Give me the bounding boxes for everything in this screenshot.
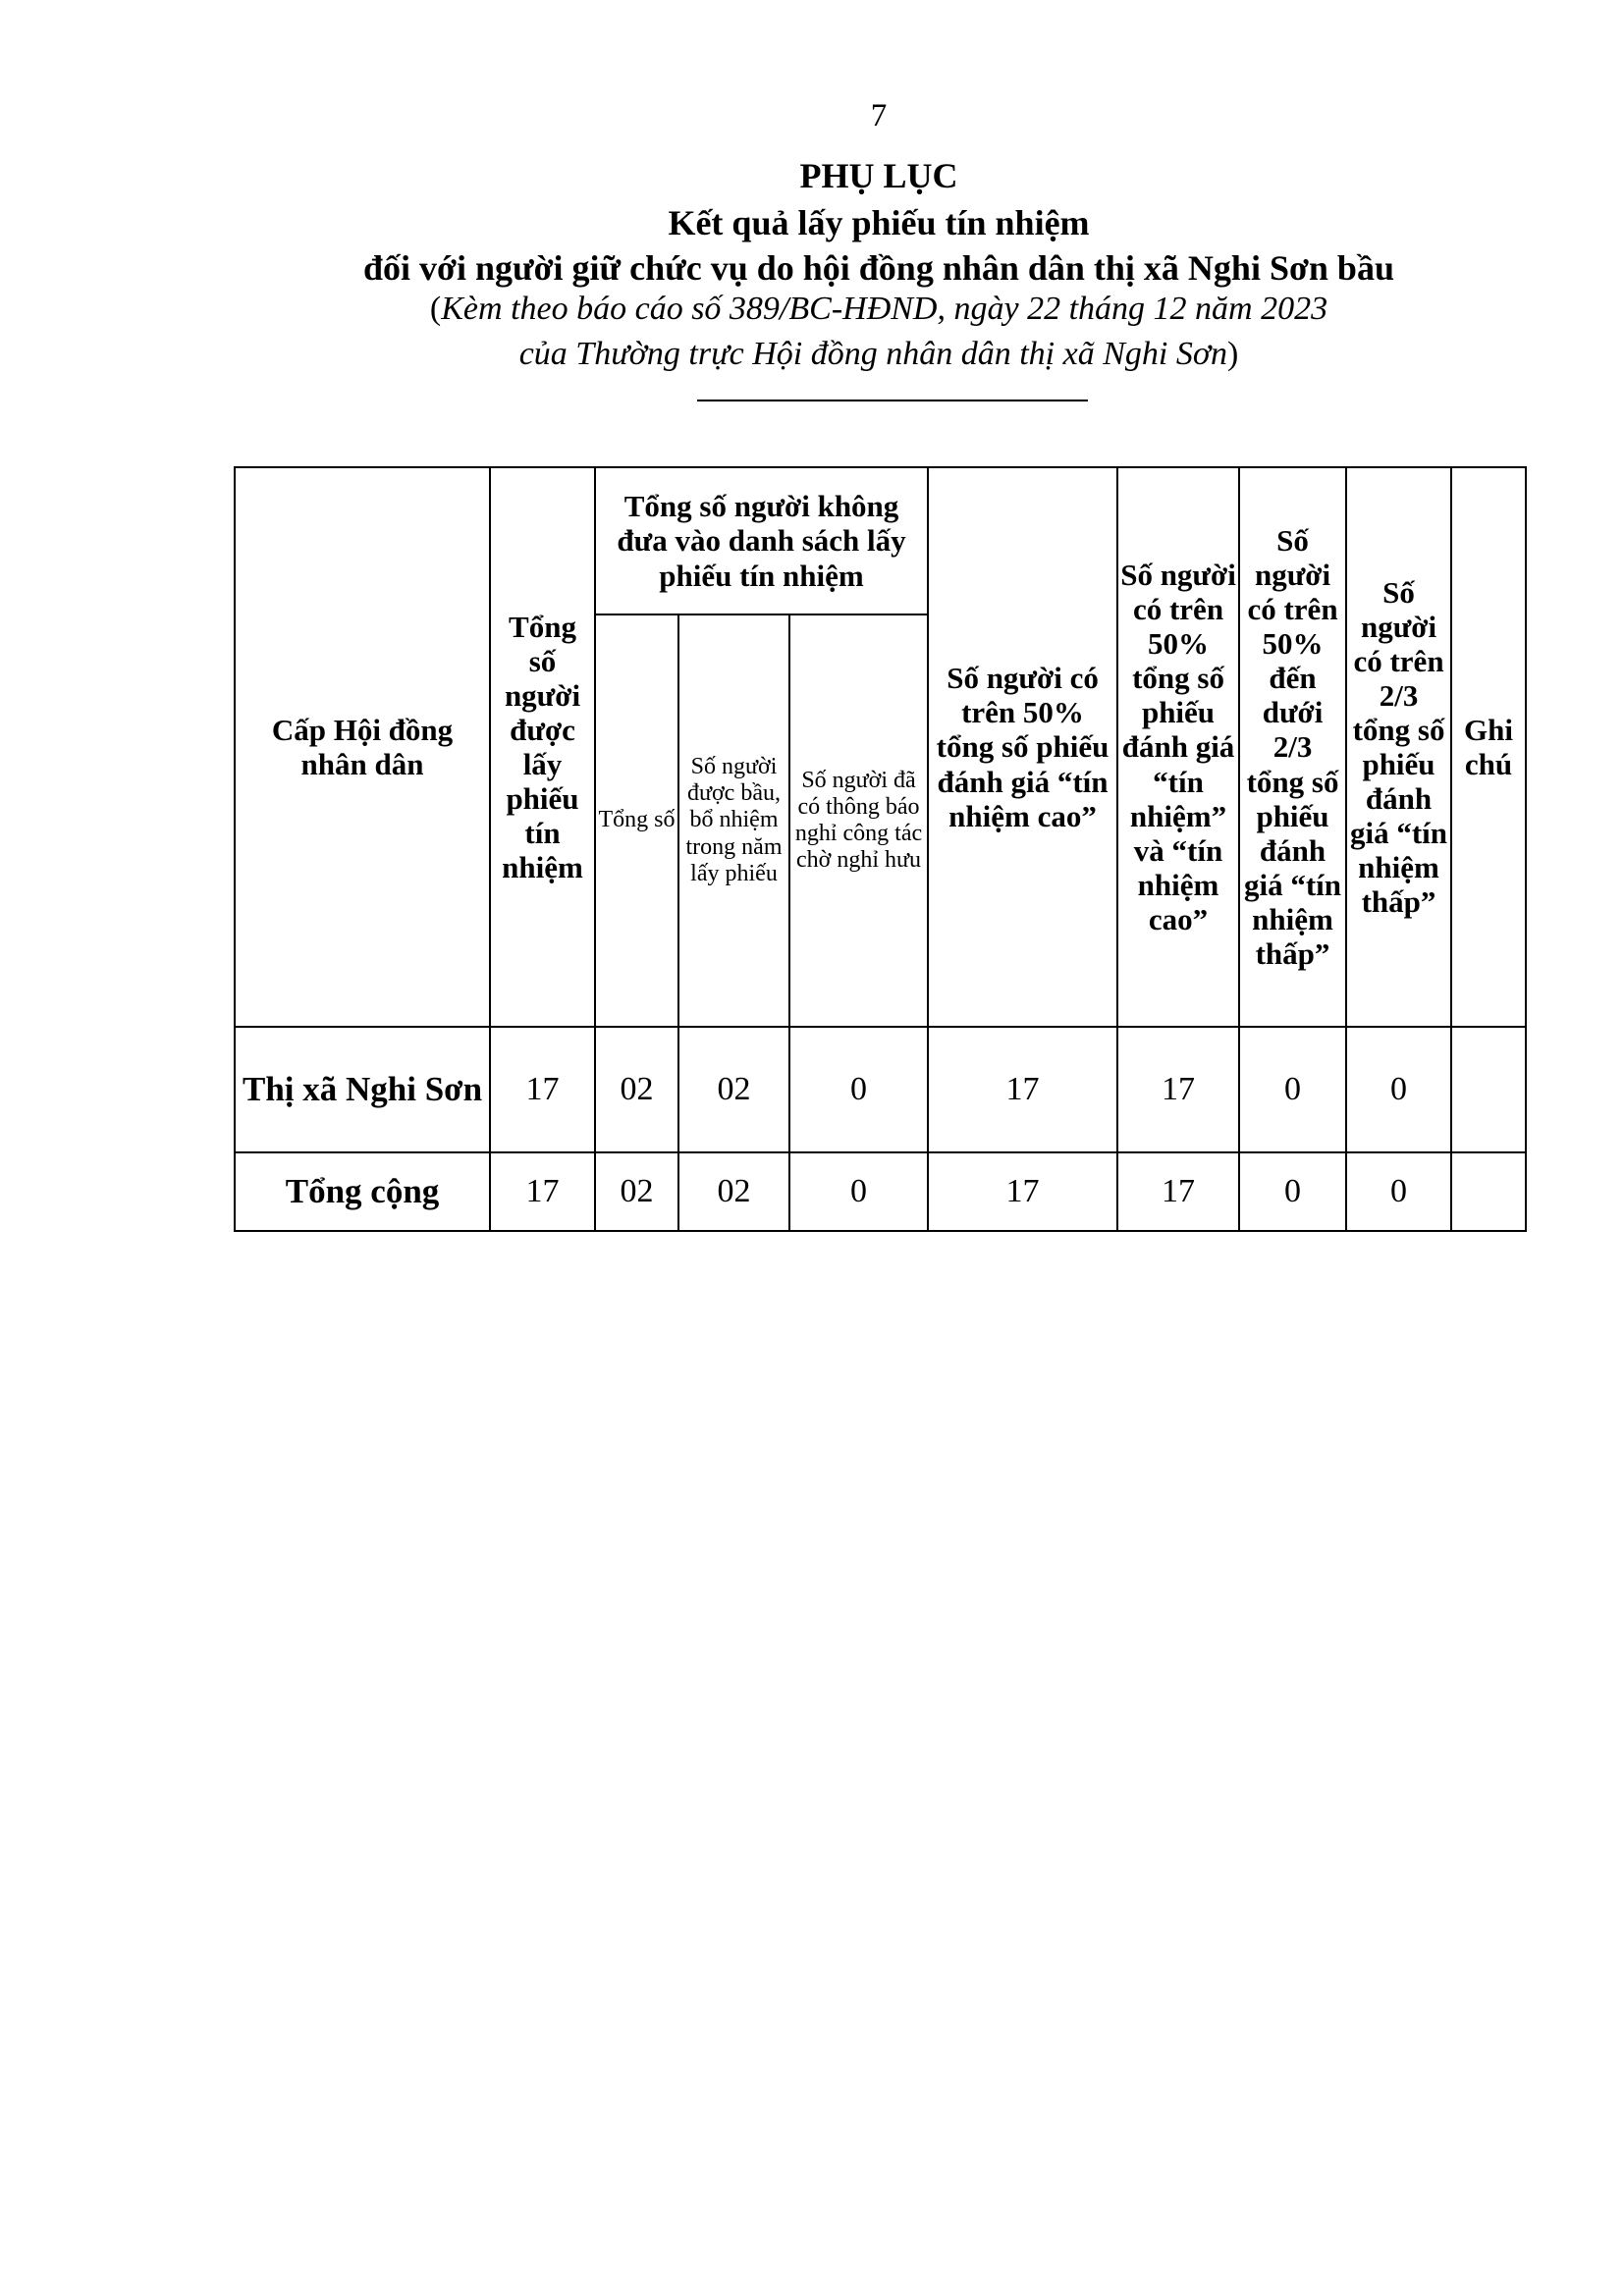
reference-note-line2	[0, 336, 1624, 373]
row-label: Tổng cộng	[235, 1152, 490, 1231]
header-excluded-retire: Số người đã có thông báo nghỉ công tác chờ nghỉ hưu	[789, 614, 928, 1027]
cell-low-over-2-3: 0	[1346, 1152, 1451, 1231]
cell-high-trust: 17	[928, 1027, 1117, 1152]
cell-low-50-to-2-3: 0	[1239, 1152, 1346, 1231]
cell-excluded-elected: 02	[678, 1152, 789, 1231]
cell-total-voted: 17	[490, 1027, 595, 1152]
header-excluded-elected: Số người được bầu, bổ nhiệm trong năm lấy phiếu	[678, 614, 789, 1027]
header-trust-and-high: Số người có trên 50% tổng số phiếu đánh giá “tín nhiệm” và “tín nhiệm cao”	[1117, 467, 1239, 1027]
reference-note-line1	[0, 291, 1624, 328]
cell-total-voted: 17	[490, 1152, 595, 1231]
cell-excluded-retire: 0	[789, 1027, 928, 1152]
header-level: Cấp Hội đồng nhân dân	[235, 467, 490, 1027]
cell-excluded-total: 02	[595, 1152, 678, 1231]
cell-note	[1451, 1027, 1526, 1152]
cell-low-50-to-2-3: 0	[1239, 1027, 1346, 1152]
appendix-title: PHỤ LỤC	[799, 156, 958, 195]
cell-excluded-total: 02	[595, 1027, 678, 1152]
appendix-subtitle-line1: Kết quả lấy phiếu tín nhiệm	[668, 203, 1090, 242]
cell-trust-and-high: 17	[1117, 1152, 1239, 1231]
header-row-1	[235, 467, 1526, 614]
header-note: Ghi chú	[1451, 467, 1526, 1027]
header-low-50-to-2-3: Số người có trên 50% đến dưới 2/3 tổng số phiếu đánh giá “tín nhiệm thấp”	[1239, 467, 1346, 1027]
cell-trust-and-high: 17	[1117, 1027, 1239, 1152]
header-excluded-group: Tổng số người không đưa vào danh sách lấy phiếu tín nhiệm	[595, 467, 928, 614]
header-total-voted: Tổng số người được lấy phiếu tín nhiệm	[490, 467, 595, 1027]
reference-note-text1: Kèm theo báo cáo số 389/BC-HĐND, ngày 22 tháng 12 năm 2023	[441, 291, 1328, 327]
cell-low-over-2-3: 0	[1346, 1027, 1451, 1152]
cell-excluded-retire: 0	[789, 1152, 928, 1231]
table-row	[235, 1152, 1526, 1231]
cell-excluded-elected: 02	[678, 1027, 789, 1152]
cell-high-trust: 17	[928, 1152, 1117, 1231]
open-paren: (	[429, 291, 442, 327]
close-paren: )	[1226, 336, 1239, 372]
header-high-trust: Số người có trên 50% tổng số phiếu đánh giá “tín nhiệm cao”	[928, 467, 1117, 1027]
appendix-subtitle-line2: đối với người giữ chức vụ do hội đồng nhân dân thị xã Nghi Sơn bầu	[363, 248, 1394, 288]
table-row	[235, 1027, 1526, 1152]
title-underline	[697, 400, 1088, 401]
results-table	[234, 466, 1527, 1232]
cell-note	[1451, 1152, 1526, 1231]
header-excluded-total: Tổng số	[595, 614, 678, 1027]
page-number: 7	[870, 98, 888, 133]
header-low-over-2-3: Số người có trên 2/3 tổng số phiếu đánh giá “tín nhiệm thấp”	[1346, 467, 1451, 1027]
row-label: Thị xã Nghi Sơn	[235, 1027, 490, 1152]
reference-note-text2: của Thường trực Hội đồng nhân dân thị xã Nghi Sơn	[518, 336, 1227, 372]
